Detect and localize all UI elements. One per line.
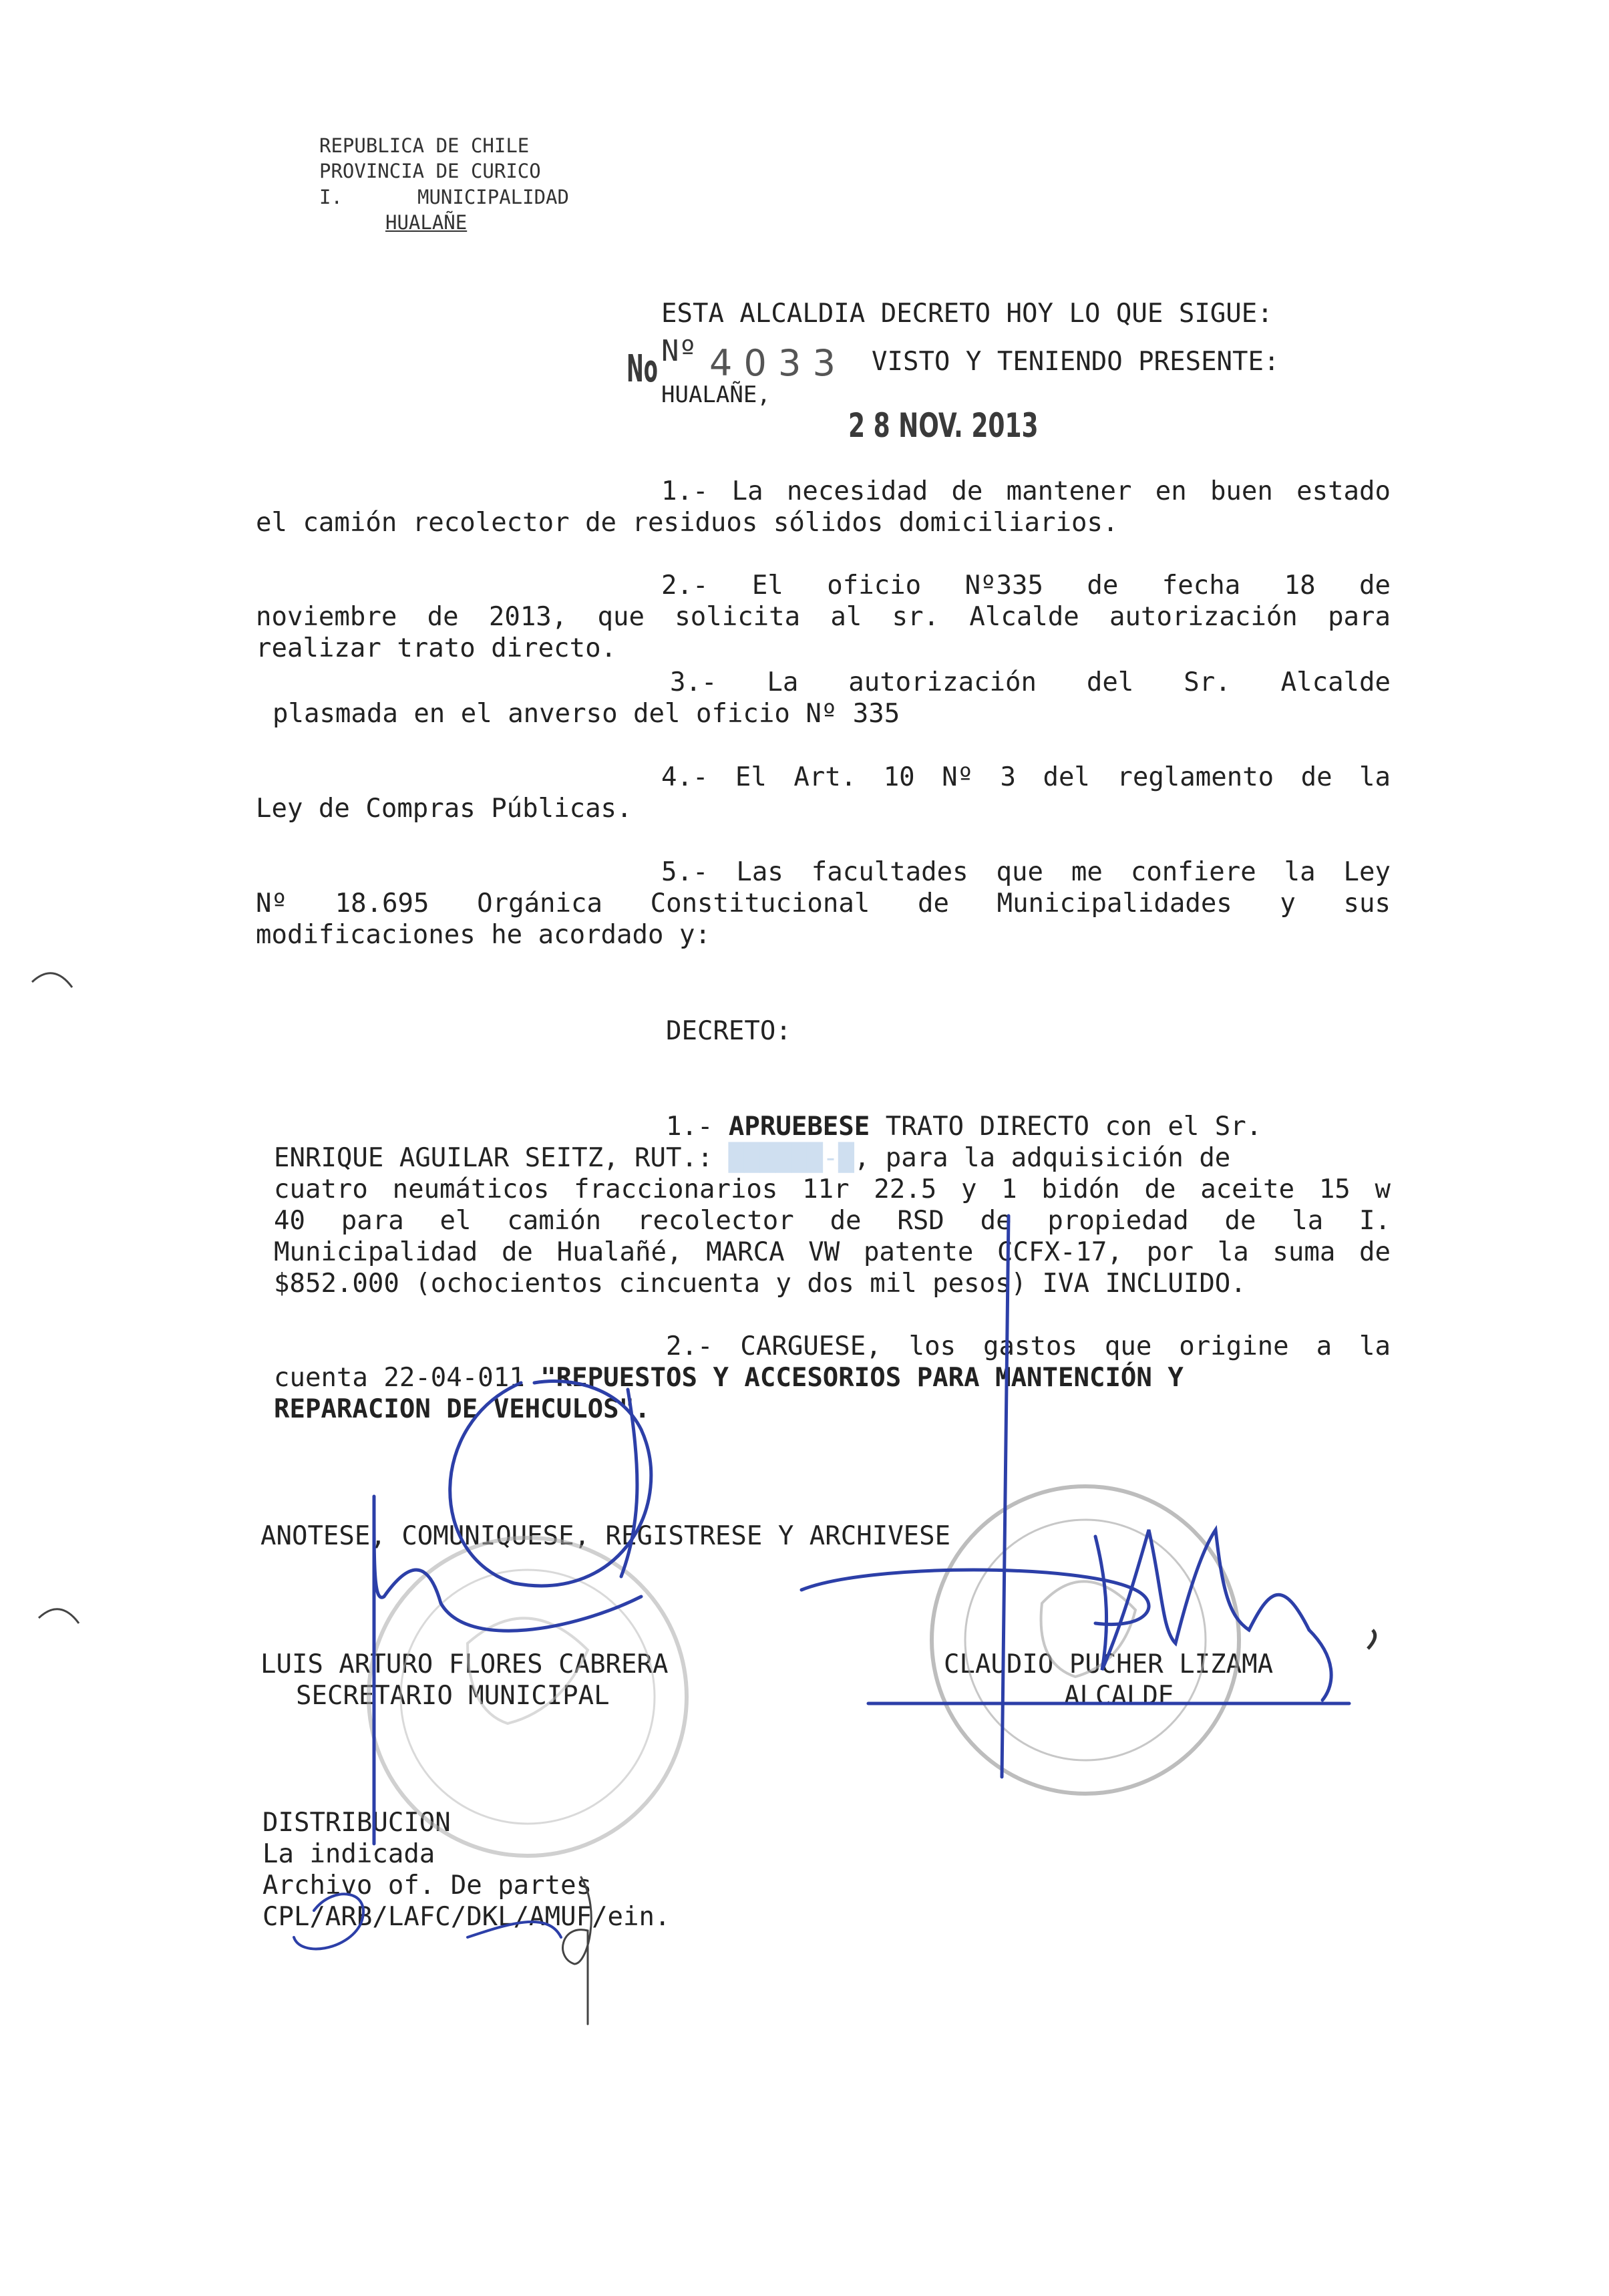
decree-number: 4 0 3 3	[709, 342, 836, 384]
secretary-signature	[374, 1381, 651, 1844]
mayor-title: ALCALDE	[1064, 1681, 1174, 1711]
mayor-seal	[932, 1486, 1239, 1794]
decree-no-stamp: No	[627, 347, 658, 391]
visto-5-line-1: 5.- Las facultades que me confiere la Ley	[661, 857, 1391, 887]
visto-4-line-1: 4.- El Art. 10 Nº 3 del reglamento de la	[661, 762, 1391, 792]
resolution-1-line-4: 40 para el camión recolector de RSD de propiedad de la I.	[274, 1206, 1391, 1236]
resolution-1-line-3: cuatro neumáticos fraccionarios 11r 22.5 y 1 bidón de aceite 15 w	[274, 1174, 1391, 1204]
place-line: HUALAÑE,	[661, 381, 771, 408]
header-province: PROVINCIA DE CURICO	[319, 160, 541, 182]
mayor-signature	[801, 1216, 1349, 1777]
rut-redacted: ██████-█	[728, 1143, 854, 1173]
visto-5-line-3: modificaciones he acordado y:	[256, 920, 711, 950]
secretary-name: LUIS ARTURO FLORES CABRERA	[260, 1649, 669, 1679]
resolution-2-line-1: 2.- CARGUESE, los gastos que origine a la	[666, 1331, 1391, 1361]
account-description: "REPUESTOS Y ACCESORIOS PARA MANTENCIÓN Y	[540, 1363, 1184, 1393]
resolution-1-number: 1.-	[666, 1112, 729, 1142]
visto-3-line-1: 3.- La autorización del Sr. Alcalde	[670, 667, 1391, 697]
intro-line: ESTA ALCALDIA DECRETO HOY LO QUE SIGUE:	[661, 299, 1273, 329]
distribution-line-1: La indicada	[262, 1839, 435, 1869]
resolution-1-line-6: $852.000 (ochocientos cincuenta y dos mil pesos) IVA INCLUIDO.	[274, 1269, 1246, 1299]
visto-1-line-1: 1.- La necesidad de mantener en buen estado	[661, 476, 1391, 506]
date-stamp: 2 8 NOV. 2013	[848, 406, 1039, 445]
supplier-name: ENRIQUE AGUILAR SEITZ, RUT.:	[274, 1143, 729, 1173]
header-municipality-prefix: I.	[319, 186, 343, 208]
secretary-title: SECRETARIO MUNICIPAL	[296, 1681, 610, 1711]
header-municipality: MUNICIPALIDAD	[417, 186, 569, 208]
visto-5-line-2: Nº 18.695 Orgánica Constitucional de Municipalidades y sus	[256, 888, 1391, 919]
mayor-name: CLAUDIO PUCHER LIZAMA	[944, 1649, 1274, 1679]
punch-hole-bottom	[39, 1609, 79, 1623]
visto-1-line-2: el camión recolector de residuos sólidos domiciliarios.	[256, 508, 1119, 538]
resolution-2-line-3: REPARACION DE VEHCULOS".	[274, 1394, 651, 1424]
distribution-initials: CPL/ARB/LAFC/DKL/AMUF/ein.	[262, 1902, 671, 1932]
header-republic: REPUBLICA DE CHILE	[319, 134, 530, 157]
resolution-1-approve: APRUEBESE	[728, 1112, 870, 1142]
decreto-heading: DECRETO:	[666, 1016, 791, 1046]
distribution-pencil-mark	[563, 1877, 592, 2024]
visto-2-line-3: realizar trato directo.	[256, 633, 617, 663]
distribution-signature	[294, 1894, 561, 1949]
header-hualane: HUALAÑE	[385, 211, 468, 234]
visto-3-line-2: plasmada en el anverso del oficio Nº 335	[273, 699, 900, 729]
comma-mark	[1368, 1630, 1375, 1649]
resolution-1-rest: TRATO DIRECTO con el Sr.	[870, 1112, 1262, 1142]
resolution-1-line-2-end: , para la adquisición de	[854, 1143, 1231, 1173]
decree-number-label: Nº	[661, 334, 697, 368]
account-number: cuenta 22-04-011	[274, 1363, 541, 1393]
visto-2-line-2: noviembre de 2013, que solicita al sr. Alcalde autorización para	[256, 602, 1391, 632]
resolution-1-line-5: Municipalidad de Hualañé, MARCA VW patente CCFX-17, por la suma de	[274, 1237, 1391, 1267]
visto-4-line-2: Ley de Compras Públicas.	[256, 794, 633, 824]
distribution-line-2: Archivo of. De partes	[262, 1870, 592, 1901]
visto-heading: VISTO Y TENIENDO PRESENTE:	[872, 347, 1280, 377]
visto-2-line-1: 2.- El oficio Nº335 de fecha 18 de	[661, 570, 1391, 601]
punch-hole-top	[32, 973, 72, 987]
distribution-heading: DISTRIBUCION	[262, 1808, 451, 1838]
closing-formula: ANOTESE, COMUNIQUESE, REGISTRESE Y ARCHIVESE	[260, 1521, 951, 1551]
